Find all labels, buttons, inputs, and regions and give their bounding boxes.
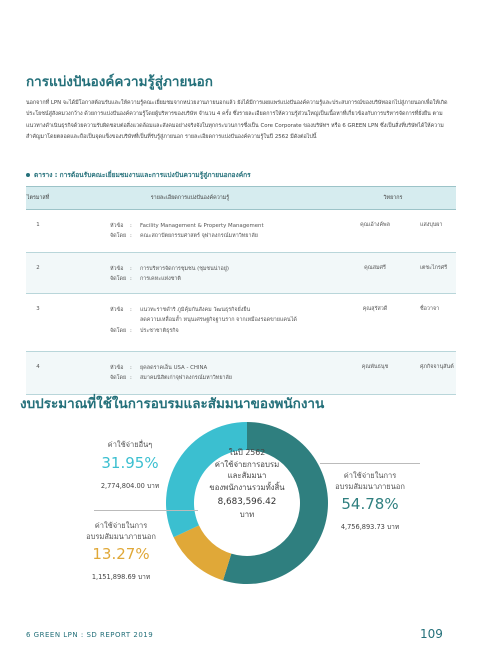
label-inside-training [71,521,171,582]
footer-report-name: 6 GREEN LPN : SD REPORT 2019 [26,631,154,639]
slice-amount: 1,151,898.69 บาท [91,573,151,581]
quarter-cell: 4 [26,352,50,395]
slice-amount: 4,756,893.73 บาท [340,523,400,531]
details-cell: หัวข้อ : ยุคลดราคเอ็น USA - CHINA จัดโดย : สมาคมนิสิตเก่าจุฬาลงกรณ์มหาวิทยาลัย [50,352,330,395]
slice-amount: 2,774,804.00 บาท [100,481,160,490]
slice-name: ค่าใช้จ่ายอื่นๆ [107,440,153,449]
section-title-knowledge-sharing: การแบ่งปันองค์ความรู้สู่ภายนอก [26,74,213,90]
slice-percent: 54.78% [341,495,399,513]
speaker-cell: คุณเอ้างค์พล แสงบุบผา [330,210,456,253]
speaker-cell: คุณสมศรี เตชะไกรศรี [330,253,456,294]
label-other-expenses [80,440,180,491]
donut-center-summary [187,447,307,521]
quarter-cell: 3 [26,294,50,352]
center-line4: ของพนักงานรวมทั้งสิ้น [209,482,285,492]
center-unit: บาท [239,510,255,519]
quarter-cell: 2 [26,253,50,294]
slice-name-2: อบรมสัมมนาภายนอก [335,481,405,491]
page-number: 109 [420,627,443,641]
details-cell: หัวข้อ : การบริหารจัดการชุมชน (ชุมชนน่าอยู่) จัดโดย : การเคหะแห่งชาติ [50,253,330,294]
details-cell: หัวข้อ : Facility Management & Property Management จัดโดย : คณะสถาปัตยกรรมศาสตร์ จุฬาลงกรณ์มหาวิทยาลัย [50,210,330,253]
table-title: ตาราง : การต้อนรับคณะเยี่ยมชมงานและการแบ่งปันความรู้สู่ภายนอกองค์กร [26,169,251,180]
slice-inside-training [174,525,232,580]
intro-paragraph: นอกจากที่ LPN จะได้มีโอกาสต้อนรับและให้ความรู้คณะเยี่ยมชมจากหน่วยงานภายนอกแล้ว ยังได้มีการเผยแพร่แบ่งปันองค์ความรู้และประสบการณ์ของบริษัทออกไปสู่ภายนอกเพื่อให้เกิดประโยชน์สู่สังคมวงกว้าง ด้วยการแบ่งปันองค์ความรู้โดยผู้บริหารของบริษัท จำนวน 4 ครั้ง ซึ่งรายละเอียดการให้ความรู้ส่วนใหญ่เป็นเนื้อหาที่เกี่ยวข้องกับการบริหารจัดการที่ยั่งยืน ตามแนวทางดำเนินธุรกิจด้วยความรับผิดชอบต่อสิ่งแวดล้อมและสังคมอย่างจริงจังในทุกกระบวนการซึ่งเป็น Core Corporate ของบริษัทฯ หรือ 6 GREEN LPN ซึ่งเป็นสิ่งที่บริษัทได้ให้ความสำคัญมาโดยตลอดและถือเป็นจุดแข็งของบริษัทที่เป็นที่รับรู้สู่ภายนอก รายละเอียดการแบ่งปันองค์ความรู้ในปี 2562 มีดังต่อไปนี้ [26,100,448,140]
slice-percent: 31.95% [101,453,159,472]
col-details-header: รายละเอียดการแบ่งปันองค์ความรู้ [50,187,330,210]
center-year: ในปี 2562 [228,448,266,457]
section-title-training-budget: งบประมาณที่ใช้ในการอบรมและสัมมนาของพนักงาน [20,396,325,412]
speaker-cell: คุณพันธนุช ศุภกิจจานุสันต์ [330,352,456,395]
details-cell: หัวข้อ : แนวทะราชดำริ ภูมิคุ้มกันสังคม วัฒนธุรกิจยั่งยืน ลดความเหลื่อมล้ำ หนุนเศรษฐกิจฐานราก จากเหมืองรอดขายแคนได้ จัดโดย : ประชาชาติธุรกิจ [50,294,330,352]
slice-name-2: อบรมสัมมนาภายนอก [86,531,156,541]
label-divider [320,463,420,464]
center-line3: และสัมมนา [227,471,267,480]
speaker-cell: คุณสุรัสวดี ชื่อวาจา [330,294,456,352]
slice-name: ค่าใช้จ่ายในการ [343,471,397,480]
center-total: 8,683,596.42 [217,497,277,507]
quarter-cell: 1 [26,210,50,253]
col-speaker-header: วิทยากร [330,187,456,210]
col-quarter-header: ไตรมาสที่ [26,187,50,210]
label-divider [94,510,198,511]
slice-name: ค่าใช้จ่ายในการ [94,521,148,530]
label-outside-training [320,471,420,532]
slice-percent: 13.27% [92,545,150,563]
center-line2: ค่าใช้จ่ายการอบรม [214,459,280,469]
